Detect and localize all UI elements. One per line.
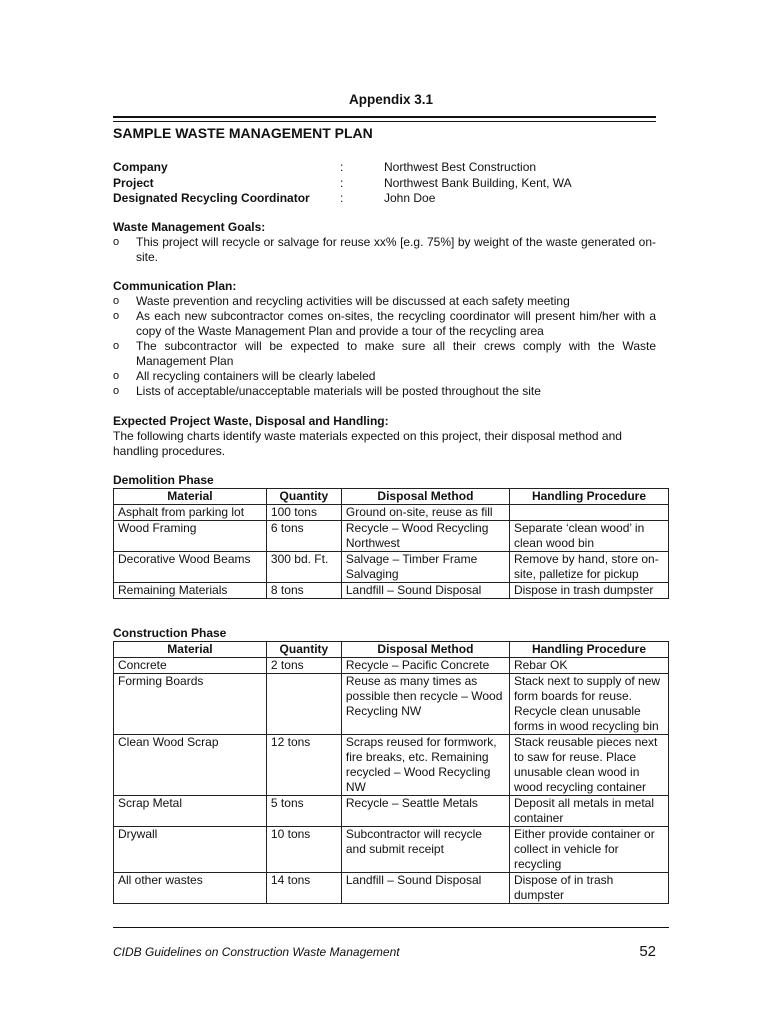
demolition-label: Demolition Phase	[113, 473, 214, 487]
project-meta	[113, 160, 572, 207]
goals-list	[113, 235, 656, 265]
goals-heading: Waste Management Goals:	[113, 220, 266, 234]
meta-value: Northwest Bank Building, Kent, WA	[384, 175, 572, 190]
cell-material: Drywall	[114, 827, 267, 873]
column-header: Material	[114, 489, 267, 505]
goals-section	[113, 220, 656, 265]
cell-handling: Remove by hand, store on-site, palletize for pickup	[509, 552, 668, 583]
table-row	[114, 505, 669, 521]
table-row	[114, 674, 669, 735]
cell-disposal: Landfill – Sound Disposal	[341, 873, 509, 904]
demolition-table	[113, 488, 669, 599]
expected-heading: Expected Project Waste, Disposal and Handling:	[113, 414, 389, 428]
cell-quantity: 100 tons	[266, 505, 341, 521]
cell-handling: Stack reusable pieces next to saw for reuse. Place unusable clean wood in wood recycling container	[509, 735, 668, 796]
construction-label: Construction Phase	[113, 626, 227, 640]
cell-quantity: 8 tons	[266, 583, 341, 599]
cell-quantity: 2 tons	[266, 658, 341, 674]
cell-quantity: 10 tons	[266, 827, 341, 873]
cell-handling: Either provide container or collect in vehicle for recycling	[509, 827, 668, 873]
list-item: o This project will recycle or salvage for reuse xx% [e.g. 75%] by weight of the waste generated on-site.	[113, 235, 656, 265]
cell-material: Concrete	[114, 658, 267, 674]
meta-value: Northwest Best Construction	[384, 160, 537, 174]
column-header: Handling Procedure	[509, 489, 668, 505]
cell-disposal: Ground on-site, reuse as fill	[341, 505, 509, 521]
heading-rule-thin	[113, 121, 656, 122]
footer-source: CIDB Guidelines on Construction Waste Management	[113, 945, 400, 959]
meta-label: Project	[113, 175, 154, 190]
cell-material: Remaining Materials	[114, 583, 267, 599]
table-row	[114, 552, 669, 583]
table-row	[114, 521, 669, 552]
communication-section	[113, 279, 656, 399]
appendix-heading: Appendix 3.1	[348, 92, 434, 107]
construction-table	[113, 641, 669, 904]
cell-disposal: Recycle – Pacific Concrete	[341, 658, 509, 674]
cell-handling: Rebar OK	[509, 658, 668, 674]
meta-row-coordinator: Designated Recycling Coordinator : John Doe	[113, 191, 436, 205]
cell-disposal: Recycle – Seattle Metals	[341, 796, 509, 827]
communication-heading: Communication Plan:	[113, 279, 237, 293]
cell-disposal: Reuse as many times as possible then recycle – Wood Recycling NW	[341, 674, 509, 735]
table-header-row	[114, 642, 669, 658]
table-row	[114, 658, 669, 674]
cell-disposal: Scraps reused for formwork, fire breaks, etc. Remaining recycled – Wood Recycling NW	[341, 735, 509, 796]
column-header: Material	[114, 642, 267, 658]
meta-label: Designated Recycling Coordinator	[113, 191, 310, 205]
cell-material: Decorative Wood Beams	[114, 552, 267, 583]
cell-material: Forming Boards	[114, 674, 267, 735]
cell-disposal: Salvage – Timber Frame Salvaging	[341, 552, 509, 583]
cell-handling: Dispose in trash dumpster	[509, 583, 668, 599]
table-row	[114, 873, 669, 904]
expected-section	[113, 414, 656, 459]
meta-label: Company	[113, 160, 168, 174]
column-header: Quantity	[266, 489, 341, 505]
cell-disposal: Subcontractor will recycle and submit receipt	[341, 827, 509, 873]
heading-rule-thick	[113, 116, 656, 118]
cell-disposal: Recycle – Wood Recycling Northwest	[341, 521, 509, 552]
table-row	[114, 827, 669, 873]
expected-text: The following charts identify waste materials expected on this project, their disposal method and handling procedures.	[113, 429, 622, 458]
meta-value: John Doe	[384, 191, 436, 205]
list-item: o As each new subcontractor comes on-sites, the recycling coordinator will present him/her with a copy of the Waste Management Plan and provide a tour of the recycling area	[113, 309, 656, 339]
column-header: Handling Procedure	[509, 642, 668, 658]
communication-list	[113, 294, 656, 399]
cell-quantity: 6 tons	[266, 521, 341, 552]
list-item: o Waste prevention and recycling activities will be discussed at each safety meeting	[113, 294, 656, 309]
list-item: o All recycling containers will be clearly labeled	[113, 369, 656, 384]
cell-material: Asphalt from parking lot	[114, 505, 267, 521]
cell-material: Scrap Metal	[114, 796, 267, 827]
list-item: o The subcontractor will be expected to make sure all their crews comply with the Waste Management Plan	[113, 339, 656, 369]
cell-quantity: 300 bd. Ft.	[266, 552, 341, 583]
cell-material: Wood Framing	[114, 521, 267, 552]
cell-handling: Dispose of in trash dumpster	[509, 873, 668, 904]
cell-material: Clean Wood Scrap	[114, 735, 267, 796]
meta-row-project: Project : Northwest Bank Building, Kent, WA	[113, 175, 572, 190]
cell-quantity: 14 tons	[266, 873, 341, 904]
column-header: Disposal Method	[341, 642, 509, 658]
cell-quantity: 12 tons	[266, 735, 341, 796]
cell-handling: Deposit all metals in metal container	[509, 796, 668, 827]
table-header-row	[114, 489, 669, 505]
cell-quantity	[266, 674, 341, 735]
column-header: Quantity	[266, 642, 341, 658]
cell-handling: Separate ‘clean wood’ in clean wood bin	[509, 521, 668, 552]
cell-quantity: 5 tons	[266, 796, 341, 827]
cell-handling: Stack next to supply of new form boards for reuse. Recycle clean unusable forms in wood recycling bin	[509, 674, 668, 735]
cell-material: All other wastes	[114, 873, 267, 904]
table-row	[114, 796, 669, 827]
cell-disposal: Landfill – Sound Disposal	[341, 583, 509, 599]
column-header: Disposal Method	[341, 489, 509, 505]
table-row	[114, 583, 669, 599]
footer-rule	[113, 927, 669, 928]
meta-row-company: Company : Northwest Best Construction	[113, 160, 537, 174]
cell-handling	[509, 505, 668, 521]
table-row	[114, 735, 669, 796]
list-item: o Lists of acceptable/unacceptable materials will be posted throughout the site	[113, 384, 656, 399]
page-number: 52	[639, 943, 656, 960]
page-title: SAMPLE WASTE MANAGEMENT PLAN	[113, 125, 373, 141]
